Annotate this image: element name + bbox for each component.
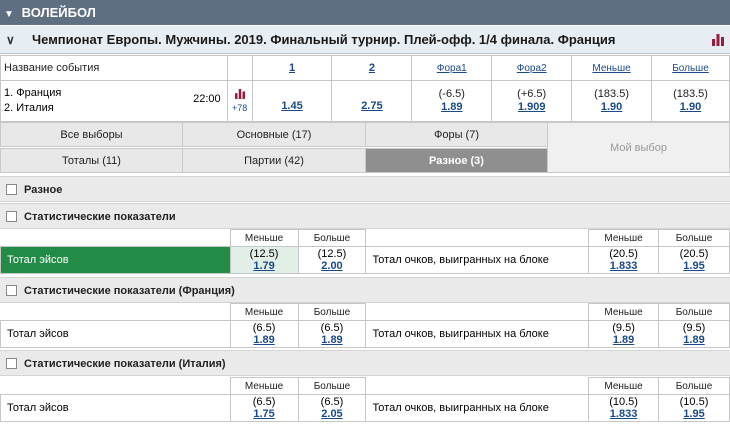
- market-name: Тотал очков, выигранных на блоке: [366, 321, 589, 348]
- over-header: Больше: [659, 230, 730, 247]
- section-misc[interactable]: [0, 176, 730, 202]
- odd-over[interactable]: (6.5) 2.05: [298, 395, 366, 422]
- odd-under[interactable]: (12.5) 1.79: [230, 247, 298, 274]
- odd-fora2[interactable]: (+6.5) 1.909: [492, 81, 572, 122]
- over-header: Больше: [659, 304, 730, 321]
- bet-filter-tabs: [0, 122, 730, 174]
- odd-under[interactable]: (6.5) 1.75: [230, 395, 298, 422]
- tab-totals[interactable]: Тоталы (11): [0, 148, 183, 173]
- tab-my-choice[interactable]: Мой выбор: [547, 122, 730, 173]
- tab-misc[interactable]: Разное (3): [365, 148, 548, 173]
- section-title: Разное: [24, 184, 63, 196]
- under-header: Меньше: [230, 230, 298, 247]
- under-header: Меньше: [230, 378, 298, 395]
- blank-header: [227, 56, 252, 81]
- odd-over[interactable]: (12.5) 2.00: [298, 247, 366, 274]
- odd-over[interactable]: (20.5) 1.95: [659, 247, 730, 274]
- section-checkbox[interactable]: [6, 285, 17, 296]
- event-table: [0, 55, 730, 122]
- event-table-header: [1, 56, 730, 81]
- odd-1[interactable]: 1.45: [252, 81, 332, 122]
- bet-table-stats-italy: [0, 377, 730, 422]
- market-name: Тотал эйсов: [1, 247, 231, 274]
- col-header-over[interactable]: Больше: [652, 56, 730, 81]
- bet-table-stats: [0, 229, 730, 274]
- under-header: Меньше: [589, 304, 659, 321]
- over-header: Больше: [659, 378, 730, 395]
- col-header-fora1[interactable]: Фора1: [412, 56, 492, 81]
- tab-sets[interactable]: Партии (42): [182, 148, 366, 173]
- more-bets-count[interactable]: +78: [231, 102, 248, 113]
- odd-over[interactable]: (6.5) 1.89: [298, 321, 366, 348]
- odd-2[interactable]: 2.75: [332, 81, 412, 122]
- tab-handicaps[interactable]: Форы (7): [365, 122, 548, 147]
- event-name-header: Название события: [1, 56, 228, 81]
- tab-main[interactable]: Основные (17): [182, 122, 366, 147]
- col-header-2[interactable]: 2: [332, 56, 412, 81]
- odd-under[interactable]: (6.5) 1.89: [230, 321, 298, 348]
- over-header: Больше: [298, 230, 366, 247]
- under-header: Меньше: [589, 230, 659, 247]
- section-checkbox[interactable]: [6, 211, 17, 222]
- market-name: Тотал очков, выигранных на блоке: [366, 395, 589, 422]
- league-title[interactable]: Чемпионат Европы. Мужчины. 2019. Финальный турнир. Плей-офф. 1/4 финала. Франция: [32, 32, 616, 47]
- section-stats-italy[interactable]: [0, 350, 730, 376]
- market-name: Тотал эйсов: [1, 321, 231, 348]
- sport-header[interactable]: [0, 0, 730, 25]
- market-name: Тотал очков, выигранных на блоке: [366, 247, 589, 274]
- tab-all[interactable]: Все выборы: [0, 122, 183, 147]
- col-header-fora2[interactable]: Фора2: [492, 56, 572, 81]
- over-header: Больше: [298, 304, 366, 321]
- league-row[interactable]: [0, 26, 730, 54]
- section-stats[interactable]: [0, 203, 730, 229]
- odd-under[interactable]: (10.5) 1.833: [589, 395, 659, 422]
- bar-chart-icon[interactable]: [712, 34, 724, 46]
- odd-under[interactable]: (20.5) 1.833: [589, 247, 659, 274]
- section-title: Статистические показатели (Италия): [24, 358, 226, 370]
- under-header: Меньше: [230, 304, 298, 321]
- team1-name: 1. Франция: [4, 87, 62, 99]
- odd-under[interactable]: (183.5) 1.90: [572, 81, 652, 122]
- col-header-1[interactable]: 1: [252, 56, 332, 81]
- event-row: [1, 81, 730, 122]
- odd-under[interactable]: (9.5) 1.89: [589, 321, 659, 348]
- sport-title: ВОЛЕЙБОЛ: [21, 5, 96, 20]
- bet-table-stats-france: [0, 303, 730, 348]
- section-checkbox[interactable]: [6, 184, 17, 195]
- col-header-under[interactable]: Меньше: [572, 56, 652, 81]
- over-header: Больше: [298, 378, 366, 395]
- odd-over[interactable]: (10.5) 1.95: [659, 395, 730, 422]
- odd-over[interactable]: (9.5) 1.89: [659, 321, 730, 348]
- section-title: Статистические показатели: [24, 211, 176, 223]
- section-stats-france[interactable]: [0, 277, 730, 303]
- more-bets-cell[interactable]: [227, 81, 252, 122]
- section-title: Статистические показатели (Франция): [24, 285, 235, 297]
- market-name: Тотал эйсов: [1, 395, 231, 422]
- odd-over[interactable]: (183.5) 1.90: [652, 81, 730, 122]
- event-teams[interactable]: [1, 81, 228, 122]
- team2-name: 2. Италия: [4, 102, 54, 114]
- event-time: 22:00: [193, 93, 221, 105]
- section-checkbox[interactable]: [6, 358, 17, 369]
- under-header: Меньше: [589, 378, 659, 395]
- triangle-down-icon: ▼: [4, 9, 14, 20]
- chevron-down-icon[interactable]: ∨: [6, 33, 15, 47]
- odd-fora1[interactable]: (-6.5) 1.89: [412, 81, 492, 122]
- bar-chart-icon[interactable]: [235, 89, 245, 99]
